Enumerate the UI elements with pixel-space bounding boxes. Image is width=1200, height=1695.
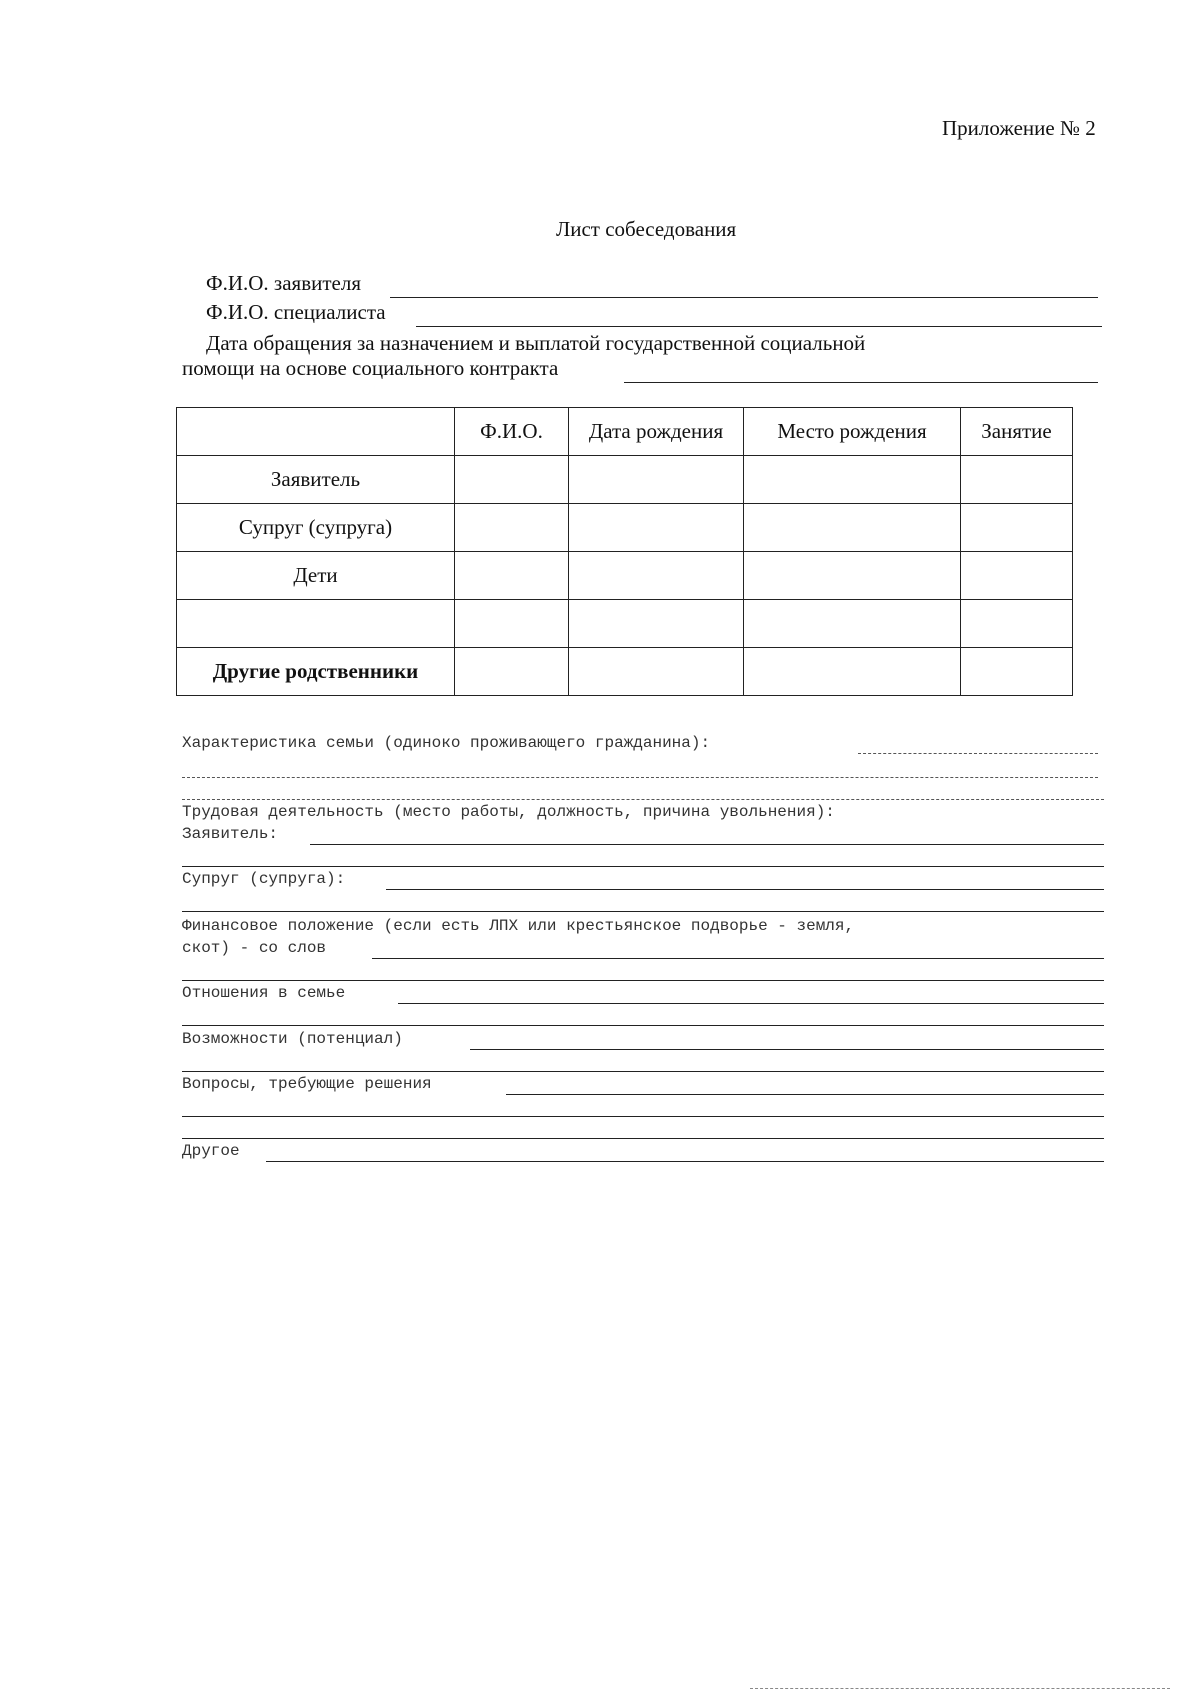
table-cell[interactable] <box>455 456 569 504</box>
table-row <box>177 648 1073 696</box>
annex-number: Приложение № 2 <box>942 116 1096 140</box>
financial-situation-label-line1: Финансовое положение (если есть ЛПХ или крестьянское подворье - земля, <box>182 917 855 935</box>
work-applicant-field[interactable] <box>310 844 1104 845</box>
work-spouse-label: Супруг (супруга): <box>182 870 346 888</box>
work-applicant-label: Заявитель: <box>182 825 279 843</box>
opportunities-field[interactable] <box>470 1049 1104 1050</box>
row-label: Супруг (супруга) <box>177 504 455 552</box>
scan-artifact-line <box>750 1688 1170 1689</box>
table-cell[interactable] <box>569 552 744 600</box>
row-label: Дети <box>177 552 455 600</box>
table-header-cell: Занятие <box>961 408 1073 456</box>
date-label-line2: помощи на основе социального контракта <box>182 356 559 380</box>
specialist-name-label: Ф.И.О. специалиста <box>206 300 386 324</box>
table-row <box>177 600 1073 648</box>
applicant-name-field[interactable] <box>390 297 1098 298</box>
family-relations-field[interactable] <box>398 1003 1104 1004</box>
table-cell[interactable] <box>455 504 569 552</box>
table-header-cell: Дата рождения <box>569 408 744 456</box>
issues-field[interactable] <box>182 1116 1104 1117</box>
table-cell[interactable] <box>961 648 1073 696</box>
family-members-table <box>176 407 1073 696</box>
table-cell[interactable] <box>569 600 744 648</box>
table-cell[interactable] <box>744 504 961 552</box>
financial-situation-field[interactable] <box>182 980 1104 981</box>
opportunities-label: Возможности (потенциал) <box>182 1030 403 1048</box>
work-spouse-field[interactable] <box>182 911 1104 912</box>
table-cell[interactable] <box>455 648 569 696</box>
table-header-cell: Место рождения <box>744 408 961 456</box>
row-label: Заявитель <box>177 456 455 504</box>
applicant-name-label: Ф.И.О. заявителя <box>206 271 361 295</box>
table-row <box>177 552 1073 600</box>
family-relations-field[interactable] <box>182 1025 1104 1026</box>
family-characteristic-field[interactable] <box>858 753 1098 754</box>
date-label-line1: Дата обращения за назначением и выплатой государственной социальной <box>206 331 866 355</box>
table-cell[interactable] <box>569 504 744 552</box>
table-cell[interactable] <box>744 600 961 648</box>
work-activity-label: Трудовая деятельность (место работы, должность, причина увольнения): <box>182 803 835 821</box>
table-cell[interactable] <box>744 552 961 600</box>
table-row <box>177 504 1073 552</box>
page-title: Лист собеседования <box>556 217 737 241</box>
specialist-name-field[interactable] <box>416 326 1102 327</box>
work-applicant-field[interactable] <box>182 866 1104 867</box>
table-cell[interactable] <box>744 648 961 696</box>
table-cell[interactable] <box>569 648 744 696</box>
financial-situation-field[interactable] <box>372 958 1104 959</box>
family-characteristic-field[interactable] <box>182 777 1098 778</box>
table-cell[interactable] <box>455 600 569 648</box>
application-date-field[interactable] <box>624 382 1098 383</box>
row-label <box>177 600 455 648</box>
work-spouse-field[interactable] <box>386 889 1104 890</box>
other-field[interactable] <box>266 1161 1104 1162</box>
row-label: Другие родственники <box>177 648 455 696</box>
table-cell[interactable] <box>455 552 569 600</box>
table-header-cell: Ф.И.О. <box>455 408 569 456</box>
table-cell[interactable] <box>961 456 1073 504</box>
family-relations-label: Отношения в семье <box>182 984 346 1002</box>
family-characteristic-label: Характеристика семьи (одиноко проживающего гражданина): <box>182 734 711 752</box>
issues-label: Вопросы, требующие решения <box>182 1075 432 1093</box>
table-cell[interactable] <box>569 456 744 504</box>
table-cell[interactable] <box>961 600 1073 648</box>
financial-situation-label-line2: скот) - со слов <box>182 939 327 957</box>
issues-field[interactable] <box>182 1138 1104 1139</box>
issues-field[interactable] <box>506 1094 1104 1095</box>
opportunities-field[interactable] <box>182 1071 1104 1072</box>
table-cell[interactable] <box>961 504 1073 552</box>
table-row <box>177 456 1073 504</box>
table-cell[interactable] <box>961 552 1073 600</box>
table-cell[interactable] <box>744 456 961 504</box>
table-header-cell <box>177 408 455 456</box>
other-label: Другое <box>182 1142 240 1160</box>
family-characteristic-field[interactable] <box>182 799 1104 800</box>
table-header-row <box>177 408 1073 456</box>
